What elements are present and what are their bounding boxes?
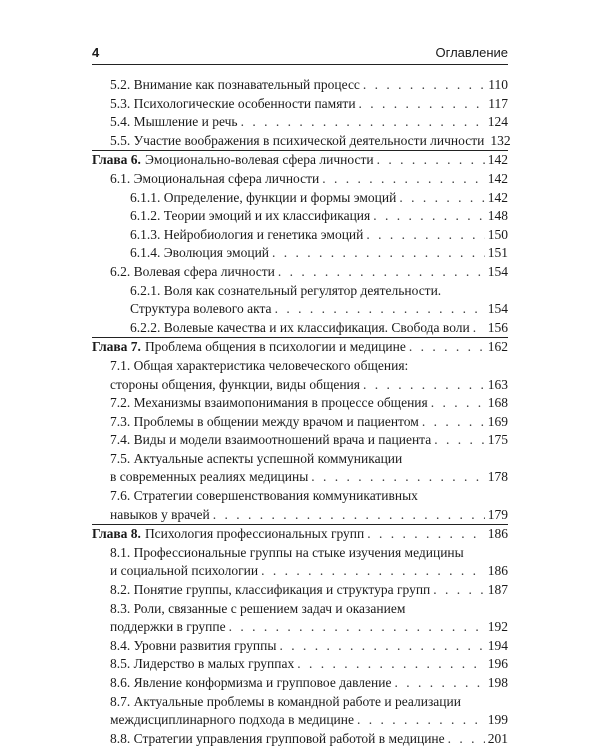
toc-entry-title-line: 8.1. Профессиональные группы на стыке изучения медицины (110, 544, 464, 560)
toc-page-number: 168 (487, 395, 508, 411)
toc-section[interactable] (92, 655, 508, 674)
toc-section[interactable] (92, 413, 508, 432)
dot-leader (297, 655, 485, 674)
dot-leader (409, 338, 485, 357)
toc-page-number: 196 (487, 656, 508, 672)
toc-page-number: 186 (487, 526, 508, 542)
toc-entry-title: и социальной психологии (110, 563, 259, 579)
toc-section[interactable] (92, 170, 508, 189)
toc-section[interactable] (92, 76, 508, 95)
toc-section[interactable] (92, 674, 508, 693)
toc-section[interactable] (92, 600, 508, 637)
toc-entry-title: 6.2. Волевая сфера личности (110, 263, 275, 279)
toc-page-number: 124 (487, 114, 508, 130)
dot-leader (422, 413, 485, 432)
toc-entry-title: 6.1.3. Нейробиология и генетика эмоций (130, 226, 364, 242)
dot-leader (279, 637, 484, 656)
dot-leader (275, 300, 485, 319)
dot-leader (373, 207, 485, 226)
toc-subsection[interactable] (92, 189, 508, 208)
toc-page-number: 198 (487, 675, 508, 690)
toc-entry-title-line: 8.3. Роли, связанные с решением задач и оказанием (110, 600, 406, 616)
toc-section[interactable] (92, 544, 508, 581)
toc-entry-title-line: 6.2.1. Воля как сознательный регулятор деятельности. (130, 282, 442, 298)
dot-leader (241, 113, 485, 132)
toc-entry-title: Структура волевого акта (130, 301, 272, 317)
toc-entry-title: стороны общения, функции, виды общения (110, 376, 360, 392)
toc-subsection[interactable] (92, 319, 508, 338)
toc-entry-title: 8.2. Понятие группы, классификация и структура групп (110, 582, 431, 598)
toc-entry-title: 8.4. Уровни развития группы (110, 637, 277, 653)
toc-entry-title-line: 7.1. Общая характеристика человеческого общения: (110, 357, 409, 373)
toc-page-number: 154 (487, 301, 508, 317)
toc-subsection[interactable] (92, 282, 508, 319)
dot-leader (433, 581, 484, 600)
toc-subsection[interactable] (92, 207, 508, 226)
toc-page-number: 178 (487, 469, 508, 485)
dot-leader (394, 674, 484, 693)
toc-page-number: 142 (487, 189, 508, 205)
toc-entry-title: 5.5. Участие воображения в психической деятельности личности (110, 132, 485, 148)
page-number: 4 (92, 45, 100, 60)
chapter-label: Глава 7. (92, 339, 141, 355)
table-of-contents (92, 76, 511, 748)
toc-page-number: 142 (487, 170, 508, 186)
toc-section[interactable] (92, 394, 508, 413)
page-header (92, 44, 508, 65)
toc-entry-title: Проблема общения в психологии и медицине (144, 339, 406, 355)
toc-page-number: 150 (487, 226, 508, 242)
toc-page-number: 142 (487, 152, 508, 168)
toc-entry-title: 8.8. Стратегии управления групповой работой в медицине (110, 730, 445, 746)
toc-page-number: 163 (487, 376, 508, 392)
toc-section[interactable] (92, 132, 511, 151)
toc-section[interactable] (92, 450, 508, 487)
toc-page-number: 151 (487, 245, 508, 261)
toc-page-number: 175 (487, 432, 508, 448)
dot-leader (377, 151, 485, 170)
toc-page-number: 199 (487, 712, 508, 728)
dot-leader (431, 394, 485, 413)
toc-section[interactable] (92, 95, 508, 114)
dot-leader (272, 244, 485, 263)
dot-leader (363, 376, 485, 395)
toc-page-number: 169 (487, 413, 508, 429)
toc-entry-title-line: 7.5. Актуальные аспекты успешной коммуникации (110, 450, 403, 466)
toc-page-number: 148 (487, 208, 508, 224)
toc-chapter[interactable] (92, 338, 508, 357)
toc-section[interactable] (92, 263, 508, 282)
toc-entry-title: 6.1.4. Эволюция эмоций (130, 245, 270, 261)
toc-entry-title-line: 7.6. Стратегии совершенствования коммуникативных (110, 488, 418, 504)
dot-leader (311, 468, 484, 487)
toc-entry-title: поддержки в группе (110, 619, 226, 635)
toc-page-number: 187 (487, 582, 508, 598)
toc-entry-title: Психология профессиональных групп (144, 526, 365, 542)
toc-section[interactable] (92, 431, 508, 450)
toc-page-number: 110 (488, 77, 508, 92)
dot-leader (261, 562, 485, 581)
dot-leader (278, 263, 485, 282)
dot-leader (359, 95, 486, 114)
toc-section[interactable] (92, 730, 508, 749)
toc-entry-title: 6.1.1. Определение, функции и формы эмоций (130, 189, 397, 205)
dot-leader (322, 170, 485, 189)
toc-entry-title-line: 8.7. Актуальные проблемы в командной работе и реализации (110, 693, 461, 709)
toc-entry-title: 7.3. Проблемы в общении между врачом и пациентом (110, 413, 419, 429)
toc-entry-title: в современных реалиях медицины (110, 469, 309, 485)
dot-leader (448, 730, 485, 749)
dot-leader (434, 431, 485, 450)
dot-leader (357, 711, 485, 730)
dot-leader (399, 189, 484, 208)
toc-entry-title: 5.3. Психологические особенности памяти (110, 95, 356, 111)
toc-entry-title: 6.2.2. Волевые качества и их классификация. Свобода воли (130, 319, 470, 335)
toc-section[interactable] (92, 637, 508, 656)
toc-page-number: 154 (487, 263, 508, 279)
toc-subsection[interactable] (92, 226, 508, 245)
toc-entry-title: междисциплинарного подхода в медицине (110, 712, 355, 728)
toc-chapter[interactable] (92, 525, 508, 544)
toc-page-number: 201 (487, 730, 508, 746)
toc-entry-title: 6.1. Эмоциональная сфера личности (110, 170, 320, 186)
toc-page-number: 179 (487, 506, 508, 522)
dot-leader (367, 525, 484, 544)
toc-section[interactable] (92, 113, 508, 132)
toc-entry-title: 5.4. Мышление и речь (110, 114, 238, 130)
toc-entry-title: 6.1.2. Теории эмоций и их классификация (130, 208, 371, 224)
dot-leader (229, 618, 485, 637)
dot-leader (213, 506, 485, 525)
toc-entry-title: 7.4. Виды и модели взаимоотношений врача и пациента (110, 432, 432, 448)
dot-leader (366, 226, 484, 245)
toc-page-number: 117 (488, 95, 508, 111)
toc-entry-title: Эмоционально-волевая сфера личности (144, 152, 374, 168)
toc-entry-title: навыков у врачей (110, 506, 210, 522)
chapter-label: Глава 6. (92, 152, 141, 168)
toc-page-number: 156 (487, 319, 508, 335)
toc-entry-title: 5.2. Внимание как познавательный процесс (110, 77, 360, 92)
toc-page-number: 192 (487, 619, 508, 635)
toc-page-number: 132 (490, 132, 511, 148)
toc-page-number: 162 (487, 339, 508, 355)
running-title: Оглавление (435, 45, 508, 60)
toc-chapter[interactable] (92, 151, 508, 170)
chapter-label: Глава 8. (92, 526, 141, 542)
toc-entry-title: 7.2. Механизмы взаимопонимания в процессе общения (110, 395, 428, 411)
toc-section[interactable] (92, 693, 508, 730)
toc-section[interactable] (92, 487, 508, 524)
toc-section[interactable] (92, 357, 508, 394)
toc-page-number: 194 (487, 637, 508, 653)
dot-leader (363, 76, 485, 95)
toc-subsection[interactable] (92, 244, 508, 263)
toc-entry-title: 8.6. Явление конформизма и групповое давление (110, 675, 392, 690)
toc-page-number: 186 (487, 563, 508, 579)
dot-leader (473, 319, 485, 338)
toc-section[interactable] (92, 581, 508, 600)
toc-entry-title: 8.5. Лидерство в малых группах (110, 656, 295, 672)
